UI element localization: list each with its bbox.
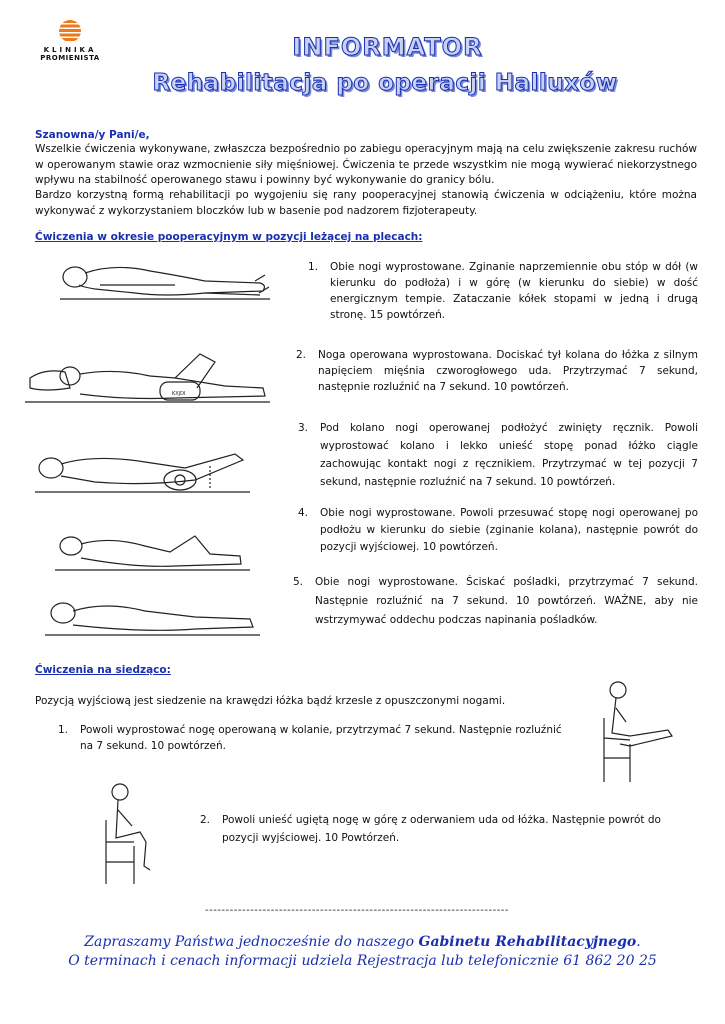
section-heading-lying: Ćwiczenia w okresie pooperacyjnym w pozycji leżącej na plecach: xyxy=(35,231,423,243)
footer-line-1 xyxy=(0,932,725,952)
exercise-2-text: Noga operowana wyprostowana. Dociskać tył kolana do łóżka z silnym napięciem mięśnia czworogłowego uda. Przytrzymać 7 sekund, następnie rozluźnić na 7 sekund. 10 powtórzeń. xyxy=(318,349,698,393)
exercise-3-text: Pod kolano nogi operowanej podłożyć zwinięty ręcznik. Powoli wyprostować kolano i lekko unieść stopę ponad łóżko ciągle zachowując kontakt nogi z ręcznikiem. Przytrzymać w tej pozycji 7 sekund, następnie rozluźnić na 7 sekund. 10 powtórzeń. xyxy=(320,422,698,488)
sitting-exercise-1-number: 1. xyxy=(58,724,69,736)
exercise-3-figure xyxy=(35,440,250,504)
exercise-2-figure xyxy=(25,348,270,414)
lying-bent-knee-icon xyxy=(25,348,270,410)
lying-figure-icon xyxy=(55,255,275,315)
exercise-5-figure xyxy=(45,593,260,647)
sitting-exercise-1-figure xyxy=(590,678,675,792)
logo-line2: PROMIENISTA xyxy=(40,54,100,62)
exercise-2-number: 2. xyxy=(296,349,307,361)
page-subtitle: Rehabilitacja po operacji Halluxów xyxy=(152,70,618,96)
intro-paragraph-1: Wszelkie ćwiczenia wykonywane, zwłaszcza bezpośrednio po zabiegu operacyjnym mają na celu zwiększenie zakresu ruchów w operowanym stawie oraz wzmocnienie siły mięśniowej. Ćwiczenia te przede wszystkim nie mogą wywierać niekorzystnego wpływu na stabilność operowanego stawu i powinny być wykonywanie do granicy bólu. xyxy=(35,143,697,186)
sitting-exercise-1 xyxy=(58,722,578,754)
exercise-1 xyxy=(308,259,698,323)
exercise-1-number: 1. xyxy=(308,261,319,273)
seated-knee-raise-icon xyxy=(98,780,168,890)
exercise-4 xyxy=(298,505,698,556)
footer-line-1-suffix: . xyxy=(636,934,641,950)
exercise-5-text: Obie nogi wyprostowane. Ściskać pośladki, przytrzymać 7 sekund. Następnie rozluźnić na 7 sekund. 10 powtórzeń. WAŻNE, aby nie wstrzymywać oddechu podczas napinania pośladków. xyxy=(315,576,698,626)
footer-line-1-prefix: Zapraszamy Państwa jednocześnie do naszego xyxy=(84,934,419,950)
page-title: INFORMATOR xyxy=(292,33,483,61)
separator-line: -------------------------------------------------------------------------- xyxy=(205,905,510,916)
sitting-exercise-2-figure xyxy=(98,780,168,894)
lying-glutes-icon xyxy=(45,593,260,643)
logo-line1: KLINIKA xyxy=(43,46,97,54)
exercise-4-figure xyxy=(55,526,250,580)
sitting-exercise-2 xyxy=(200,811,680,847)
sitting-exercise-2-text: Powoli unieść ugiętą nogę w górę z oderwaniem uda od łóżka. Następnie powrót do pozycji wyjściowej. 10 Powtórzeń. xyxy=(222,814,661,844)
sitting-exercise-2-number: 2. xyxy=(200,814,211,826)
exercise-5-number: 5. xyxy=(293,576,304,588)
exercise-1-figure xyxy=(55,255,275,319)
footer-line-2: O terminach i cenach informacji udziela Rejestracja lub telefonicznie 61 862 20 25 xyxy=(68,953,657,969)
section-heading-sitting: Ćwiczenia na siedząco: xyxy=(35,664,171,676)
exercise-2 xyxy=(296,347,698,395)
exercise-3 xyxy=(298,419,698,491)
lying-slide-foot-icon xyxy=(55,526,250,576)
sitting-exercise-1-text: Powoli wyprostować nogę operowaną w kolanie, przytrzymać 7 sekund. Następnie rozluźnić na 7 sekund. 10 powtórzeń. xyxy=(80,724,562,752)
exercise-4-number: 4. xyxy=(298,507,309,519)
sitting-intro: Pozycją wyjściową jest siedzenie na krawędzi łóżka bądź krzesle z opuszczonymi nogami. xyxy=(35,695,506,707)
exercise-1-text: Obie nogi wyprostowane. Zginanie naprzemiennie obu stóp w dół (w kierunku do podłoża) i w górę (w kierunku do siebie) w dość energicznym tempie. Zataczanie kółek stopami w jedną i drugą stronę. 15 powtórzeń. xyxy=(330,261,698,321)
lying-towel-icon xyxy=(35,440,250,500)
footer-clinic-name: Gabinetu Rehabilitacyjnego xyxy=(418,934,637,950)
seated-leg-extension-icon xyxy=(590,678,675,788)
exercise-4-text: Obie nogi wyprostowane. Powoli przesuwać stopę nogi operowanej po podłożu w kierunku do siebie (zginanie kolana), następnie powrót do pozycji wyjściowej. 10 powtórzeń. xyxy=(320,507,698,553)
salutation: Szanowna/y Pani/e, xyxy=(35,129,150,141)
towel-label: KXJDI xyxy=(172,391,186,397)
exercise-3-number: 3. xyxy=(298,422,309,434)
exercise-5 xyxy=(293,573,698,630)
intro-paragraph-2: Bardzo korzystną formą rehabilitacji po wygojeniu się rany pooperacyjnej stanowią ćwiczenia w odciążeniu, które można wykonywać z wykorzystaniem bloczków lub w basenie pod nadzorem fizjoterapeuty. xyxy=(35,189,697,217)
